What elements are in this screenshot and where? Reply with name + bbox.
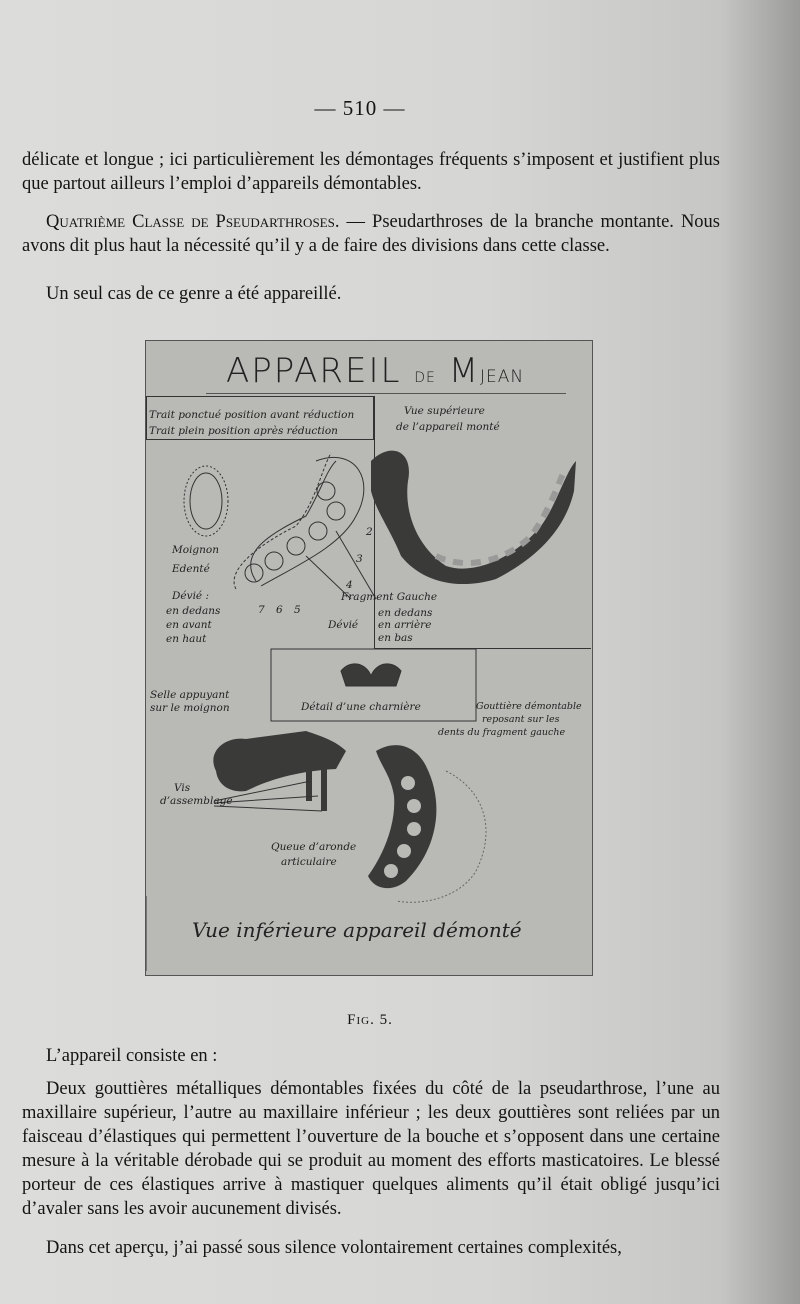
figure-caption: Fig. 5.: [347, 1012, 393, 1028]
page-number: — 510 —: [314, 96, 406, 120]
label-vis: Vis: [174, 782, 191, 794]
figure-title-de: DE: [414, 370, 436, 386]
label-moignon: Moignon: [172, 544, 219, 556]
label-en-dedans: en dedans: [166, 605, 221, 617]
label-selle-2: sur le moignon: [150, 702, 230, 714]
figure-title-name: JEAN: [480, 367, 525, 387]
label-trait-ponctue: Trait ponctué position avant réduction: [149, 409, 355, 421]
label-detail-charniere: Détail d’une charnière: [301, 701, 421, 713]
label-gouttiere-2: reposant sur les: [482, 714, 560, 725]
paragraph-consiste: L’appareil consiste en :: [46, 1046, 218, 1066]
label-selle-1: Selle appuyant: [150, 689, 230, 701]
tooth-number-3: 3: [356, 553, 363, 565]
label-en-haut: en haut: [166, 633, 207, 645]
label-vue-inferieure: Vue inférieure appareil démonté: [192, 918, 522, 942]
tooth-number-6: 6: [276, 604, 283, 616]
label-frag-bas: en bas: [378, 632, 413, 644]
label-queue-aronde: Queue d’aronde: [271, 841, 357, 853]
upper-appliance-photo: [371, 451, 576, 584]
label-gouttiere-3: dents du fragment gauche: [438, 727, 566, 738]
label-appareil-monte: de l’appareil monté: [396, 421, 500, 433]
label-edente: Edenté: [172, 563, 210, 575]
paragraph-classe-4: [22, 210, 720, 258]
section-body: — Pseudarthroses de la branche montante. Nous avons dit plus haut la nécessité qu’il y a de faire des divisions dans cette classe.: [22, 212, 721, 256]
figure-drawings: [146, 341, 592, 975]
label-frag-dedans: en dedans: [378, 607, 433, 619]
figure-title-main: APPAREIL: [226, 351, 402, 391]
label-frag-devie: Dévié: [328, 619, 359, 631]
label-devie: Dévié :: [172, 590, 210, 602]
lower-appliance-photo: [213, 731, 486, 902]
figure-title-m: M: [448, 351, 481, 391]
section-heading: Quatrième Classe de Pseudarthroses.: [46, 212, 340, 232]
paragraph-apercu: Dans cet aperçu, j’ai passé sous silence volontairement certaines complexités,: [46, 1238, 622, 1258]
tooth-number-4: 4: [346, 579, 353, 591]
figure-appareil: [145, 340, 593, 976]
paragraph-intro: délicate et longue ; ici particulièrement les démontages fréquents s’imposent et justifient plus que partout ailleurs l’emploi d’appareils démontables.: [22, 150, 720, 194]
label-fragment-gauche: Fragment Gauche: [341, 591, 438, 603]
label-trait-plein: Trait plein position après réduction: [149, 425, 338, 437]
label-vue-superieure: Vue supérieure: [404, 405, 485, 417]
paragraph-gouttieres: Deux gouttières métalliques démontables fixées du côté de la pseudarthrose, l’une au maxillaire supérieur, l’autre au maxillaire inférieur ; les deux gouttières sont reliées par un faisceau d’élastiques qui permettent l’ouverture de la bouche et s’opposent dans une certaine mesure à la véritable dérobade qui se produit au moment des efforts masticatoires. Le blessé porteur de ces élastiques arrive à mastiquer quelques aliments qu’il était obligé jusqu’ici d’avaler sans les avoir aucunement divisés.: [22, 1079, 720, 1219]
tooth-number-2: 2: [366, 526, 373, 538]
label-vis-assemblage: d’assemblage: [160, 795, 233, 807]
label-en-avant: en avant: [166, 619, 212, 631]
tooth-number-7: 7: [258, 604, 265, 616]
dental-arch-diagram: [184, 453, 376, 599]
label-articulaire: articulaire: [281, 856, 337, 868]
tooth-number-5: 5: [294, 604, 301, 616]
label-gouttiere-1: Gouttière démontable: [476, 701, 582, 712]
label-frag-arriere: en arrière: [378, 619, 432, 631]
paragraph-cas: Un seul cas de ce genre a été appareillé.: [46, 284, 342, 304]
